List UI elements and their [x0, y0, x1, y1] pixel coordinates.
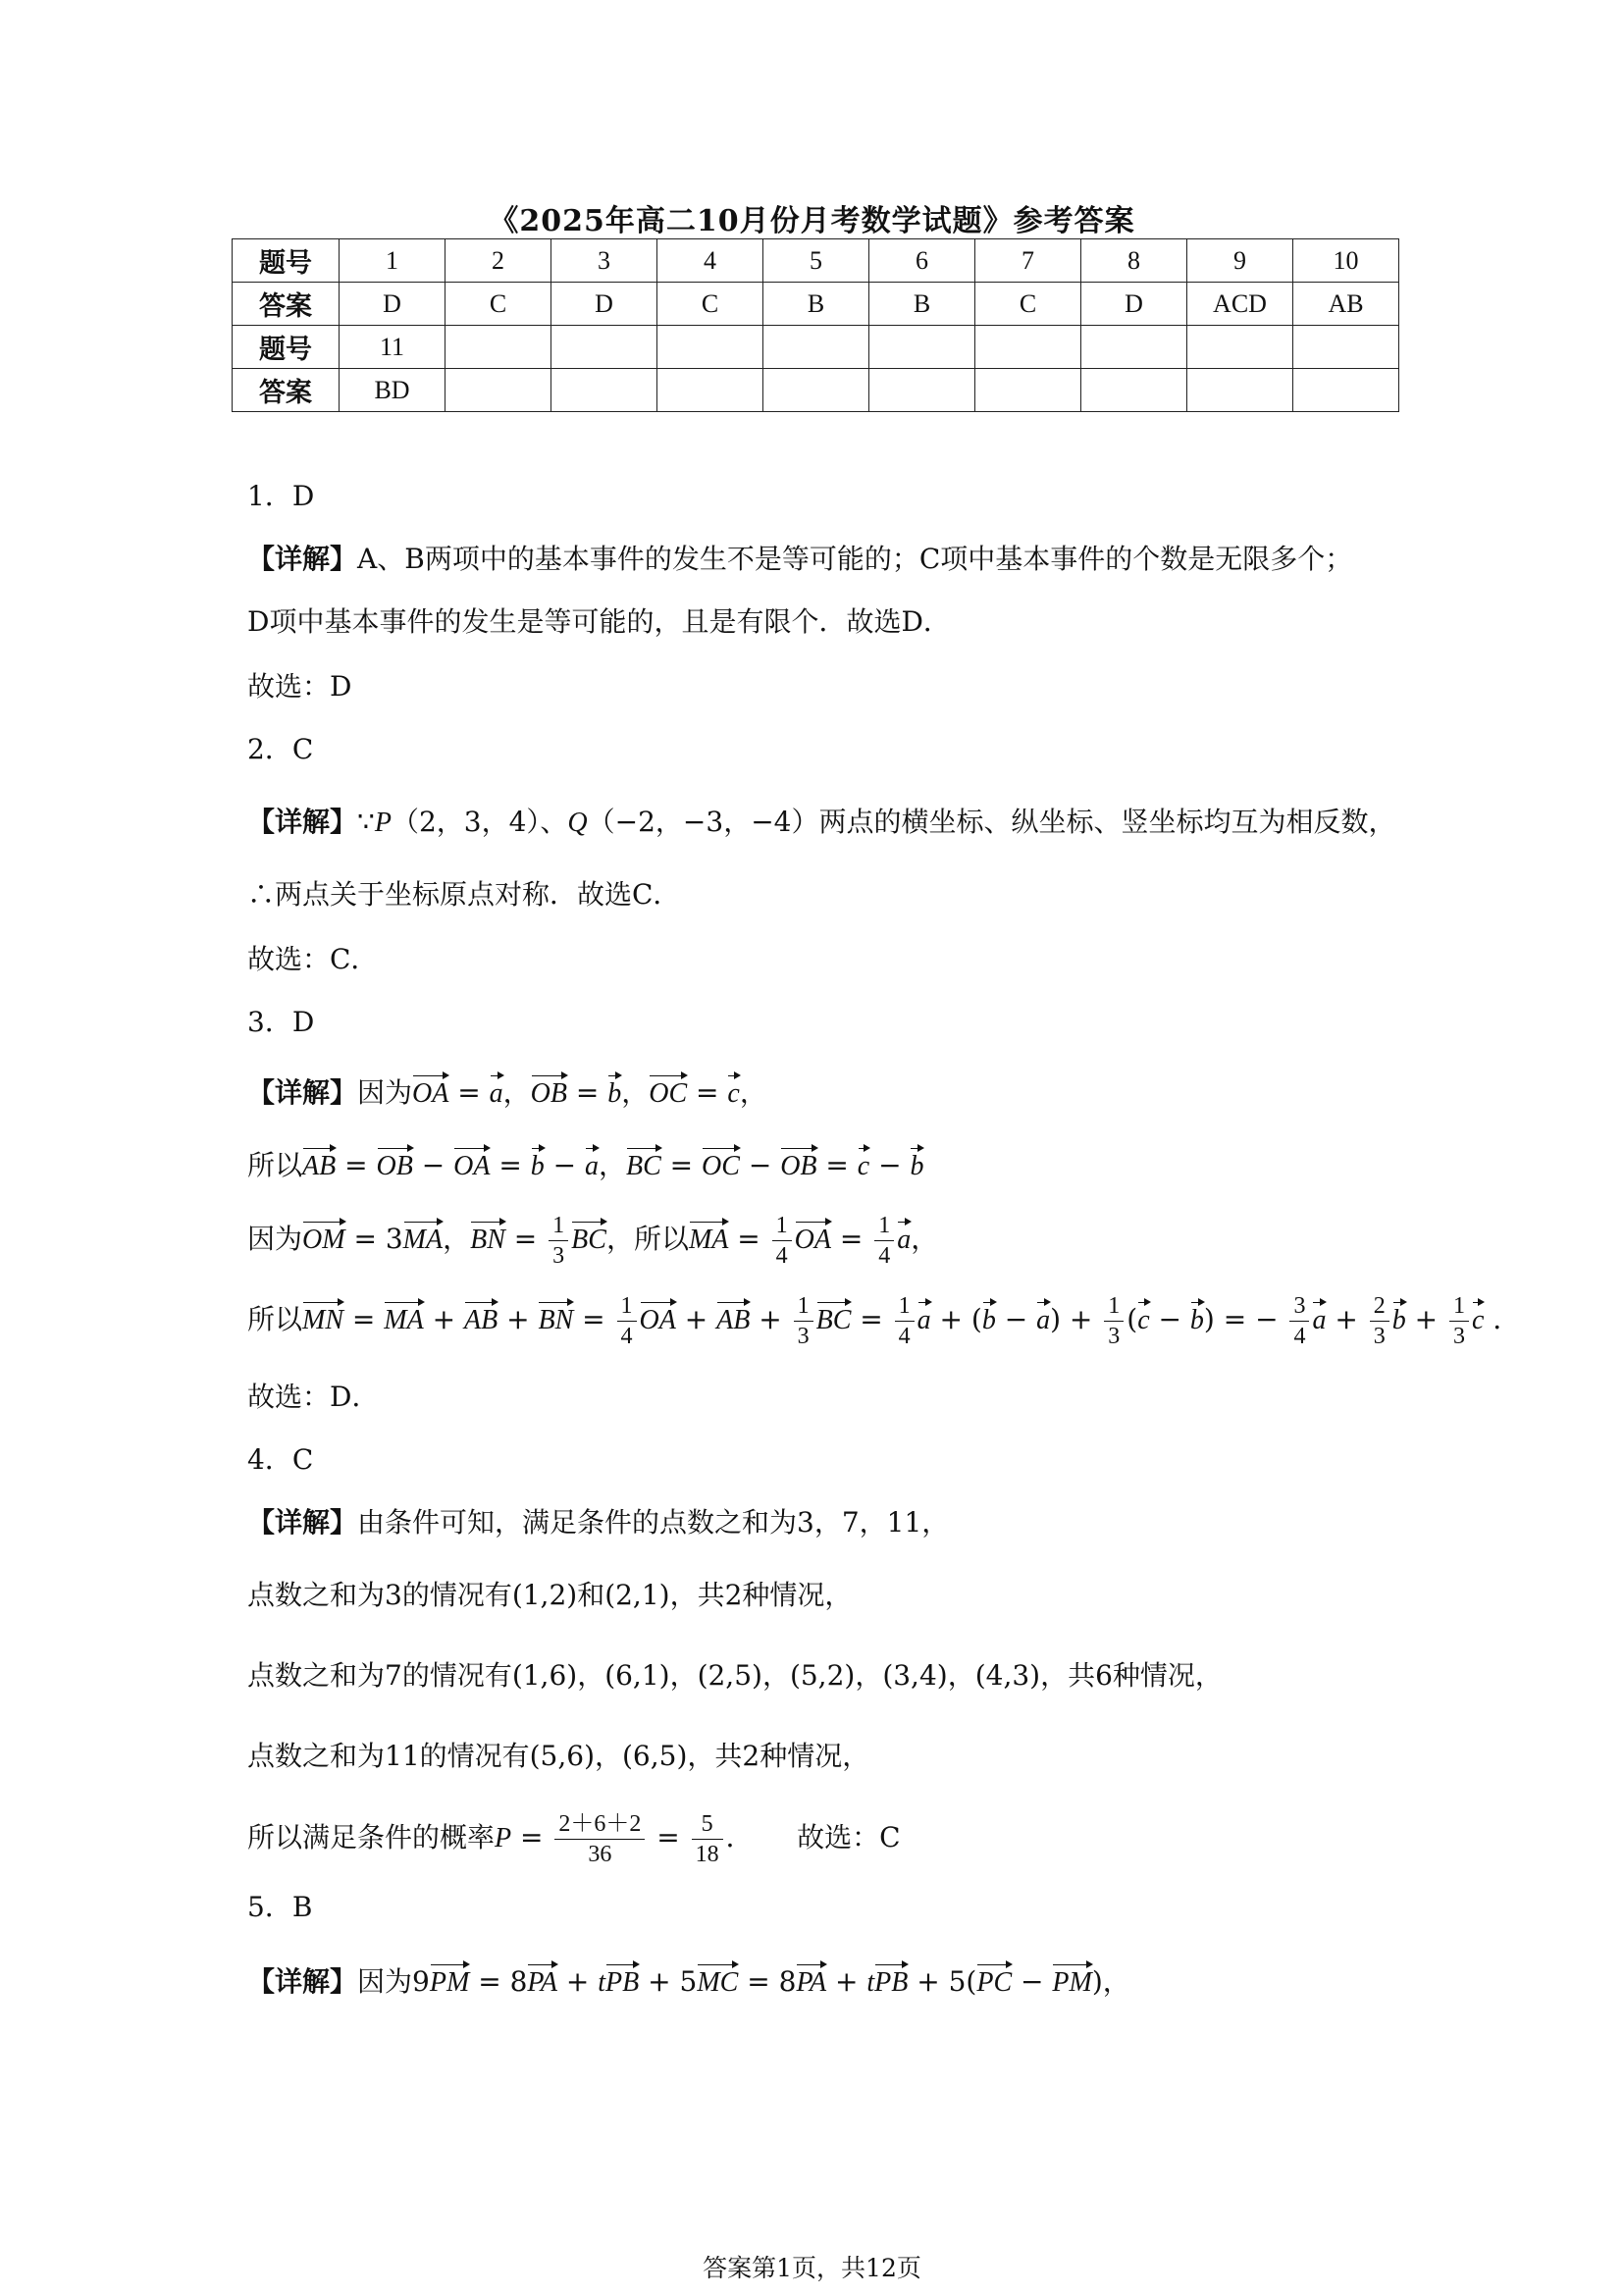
- detail-tag: 【详解】: [247, 1965, 358, 1998]
- vector-ab: AB: [302, 1147, 336, 1186]
- vector-oa: OA: [795, 1221, 831, 1260]
- vector-ob: OB: [377, 1147, 413, 1186]
- vector-c: c: [1472, 1301, 1484, 1340]
- vector-a: a: [897, 1221, 911, 1260]
- detail-tag: 【详解】: [247, 1076, 358, 1109]
- table-cell: [1081, 369, 1187, 412]
- numerator: 2＋6＋2: [554, 1809, 645, 1840]
- table-cell: [763, 326, 869, 369]
- text: 所以满足条件的概率: [247, 1821, 496, 1853]
- table-cell: [1293, 369, 1399, 412]
- page-footer: 答案第1页，共12页: [703, 2254, 921, 2282]
- vector-pm: PM: [430, 1963, 469, 2003]
- vector-oa: OA: [453, 1147, 490, 1186]
- q1-text2: D项中基本事件的发生是等可能的，且是有限个．故选D．: [247, 605, 951, 638]
- denominator: 3: [1373, 1324, 1386, 1349]
- numerator: 1: [772, 1211, 792, 1241]
- q5-line1: 【详解】因为9PM = 8PA + tPB + 5MC = 8PA + tPB + 5(PC − PM)，: [247, 1962, 1130, 2003]
- denominator: 3: [552, 1243, 565, 1269]
- vector-pa: PA: [796, 1963, 826, 2003]
- table-cell: 5: [763, 239, 869, 283]
- q1-text1: A、B两项中的基本事件的发生不是等可能的；C项中基本事件的个数是无限多个；: [357, 543, 1353, 575]
- vector-b: b: [531, 1147, 545, 1186]
- vector-pb: PB: [605, 1963, 639, 2003]
- denominator: 4: [775, 1243, 788, 1269]
- table-cell: C: [445, 283, 551, 326]
- table-cell: 1: [340, 239, 445, 283]
- table-cell: 2: [445, 239, 551, 283]
- table-cell: B: [763, 283, 869, 326]
- fraction: [692, 1809, 723, 1869]
- table-cell: [445, 369, 551, 412]
- numerator: 1: [874, 1211, 894, 1241]
- variable-t: t: [866, 1967, 875, 1998]
- numerator: 2: [1370, 1291, 1389, 1322]
- table-cell: [1187, 369, 1293, 412]
- vector-oc: OC: [649, 1074, 687, 1114]
- table-cell: 6: [869, 239, 975, 283]
- q4-text4: 点数之和为11的情况有(5,6)，(6,5)，共2种情况，: [247, 1740, 870, 1772]
- text: 因为: [357, 1965, 413, 1998]
- vector-pb: PB: [874, 1963, 908, 2003]
- vector-ab: AB: [464, 1301, 498, 1340]
- q3-line3: 因为OM = 3MA，BN = $\frac{1}{3}$ BC，所以MA = $\frac{1}{4}$ OA = $\frac{1}{4}$ a，: [247, 1213, 939, 1269]
- vector-bc: BC: [816, 1301, 852, 1340]
- table-cell: BD: [340, 369, 445, 412]
- vector-mc: MC: [697, 1963, 738, 2003]
- denominator: 4: [878, 1243, 891, 1269]
- numerator: 1: [1104, 1291, 1124, 1322]
- table-cell: ACD: [1187, 283, 1293, 326]
- q5-number: 5．B: [247, 1891, 313, 1923]
- fraction: [874, 1211, 894, 1271]
- vector-oc: OC: [702, 1147, 740, 1186]
- table-header-cell: 题号: [233, 326, 340, 369]
- point-q: Q: [567, 808, 588, 838]
- table-cell: [1293, 326, 1399, 369]
- table-cell: 10: [1293, 239, 1399, 283]
- vector-mn: MN: [302, 1301, 343, 1340]
- table-header-cell: 答案: [233, 369, 340, 412]
- table-cell: [1187, 326, 1293, 369]
- table-cell: 8: [1081, 239, 1187, 283]
- vector-c: c: [1137, 1301, 1149, 1340]
- q3-conclusion: 故选：D．: [247, 1381, 380, 1413]
- denominator: 3: [797, 1324, 810, 1349]
- table-cell: [869, 369, 975, 412]
- table-cell: [551, 369, 657, 412]
- numerator: 1: [1449, 1291, 1469, 1322]
- vector-om: OM: [302, 1221, 345, 1260]
- detail-tag: 【详解】: [247, 1506, 358, 1539]
- vector-bc: BC: [571, 1221, 606, 1260]
- table-cell: [657, 369, 763, 412]
- vector-pa: PA: [527, 1963, 557, 2003]
- fraction: [617, 1291, 637, 1351]
- fraction: [772, 1211, 792, 1271]
- prob-p: P: [495, 1823, 512, 1853]
- q3-number: 3．D: [247, 1006, 315, 1038]
- denominator: 4: [620, 1324, 633, 1349]
- vector-oa: OA: [640, 1301, 676, 1340]
- table-cell: C: [657, 283, 763, 326]
- vector-pc: PC: [976, 1963, 1012, 2003]
- vector-a: a: [490, 1074, 503, 1114]
- denominator: 18: [695, 1842, 719, 1867]
- number: 5: [948, 1965, 967, 1998]
- q3-line1: 【详解】因为OA = a，OB = b，OC = c，: [247, 1073, 767, 1114]
- q2-number: 2．C: [247, 733, 314, 765]
- vector-ma: MA: [403, 1221, 443, 1260]
- vector-a: a: [1036, 1301, 1050, 1340]
- q-coords: （−2，−3，−4）两点的横坐标、纵坐标、竖坐标均互为相反数，: [587, 806, 1396, 838]
- table-cell: 7: [975, 239, 1081, 283]
- point-p: P: [374, 808, 392, 838]
- vector-bn: BN: [470, 1221, 505, 1260]
- q4-text3: 点数之和为7的情况有(1,6)，(6,1)，(2,5)，(5,2)，(3,4)，(4,3)，共6种情况，: [247, 1659, 1223, 1692]
- table-cell: B: [869, 283, 975, 326]
- table-cell: [1081, 326, 1187, 369]
- table-cell: [975, 369, 1081, 412]
- q2-line1: [247, 803, 1395, 843]
- fraction: [1370, 1291, 1389, 1351]
- denominator: 36: [588, 1842, 612, 1867]
- denominator: 4: [1293, 1324, 1306, 1349]
- q1-number: 1．D: [247, 480, 315, 512]
- fraction: [1289, 1291, 1309, 1351]
- fraction: [895, 1291, 915, 1351]
- table-row: [233, 283, 1399, 326]
- numerator: 1: [895, 1291, 915, 1322]
- vector-c: c: [858, 1147, 869, 1186]
- q2-text2: ∴两点关于坐标原点对称．故选C．: [247, 878, 681, 911]
- numerator: 5: [692, 1809, 723, 1840]
- table-cell: [657, 326, 763, 369]
- number: 8: [509, 1965, 528, 1998]
- table-row: [233, 326, 1399, 369]
- vector-bc: BC: [626, 1147, 661, 1186]
- number: 3: [385, 1223, 403, 1255]
- table-row: [233, 239, 1399, 283]
- vector-c: c: [727, 1074, 739, 1114]
- fraction: [1104, 1291, 1124, 1351]
- table-cell: [445, 326, 551, 369]
- q4-conclusion: 故选：C: [797, 1821, 901, 1853]
- numerator: 3: [1289, 1291, 1309, 1322]
- table-cell: [869, 326, 975, 369]
- table-cell: D: [551, 283, 657, 326]
- vector-ob: OB: [531, 1074, 567, 1114]
- page-title: 《2025年高二10月份月考数学试题》参考答案: [489, 204, 1135, 238]
- table-cell: D: [340, 283, 445, 326]
- denominator: 3: [1108, 1324, 1121, 1349]
- vector-b: b: [982, 1301, 996, 1340]
- number: 5: [679, 1965, 698, 1998]
- therefore-symbol: ∵: [357, 806, 375, 838]
- vector-oa: OA: [412, 1074, 448, 1114]
- vector-ob: OB: [780, 1147, 816, 1186]
- table-row: [233, 369, 1399, 412]
- detail-tag: 【详解】: [247, 543, 358, 575]
- table-cell: AB: [1293, 283, 1399, 326]
- vector-a: a: [917, 1301, 931, 1340]
- q4-line5: 所以满足条件的概率P = $\frac{2+6+2}{36}$ = $\frac{5}{18}$ ． 故选：C: [247, 1811, 901, 1867]
- numerator: 1: [549, 1211, 568, 1241]
- q3-line4: 所以MN = MA + AB + BN = $\frac{1}{4}$ OA + AB + $\frac{1}{3}$ BC = $\frac{1}{4}$ a + (b − a) + $\frac{1}{3}$ (c − b) = − $\frac{3}{4}$ a + $\frac{2}{3}$ b + $\frac{1}{3}$ c ．: [247, 1293, 1521, 1349]
- variable-t: t: [598, 1967, 606, 1998]
- answer-table: [232, 238, 1399, 412]
- table-cell: [975, 326, 1081, 369]
- vector-b: b: [1190, 1301, 1204, 1340]
- q1-conclusion: 故选：D: [247, 670, 352, 703]
- numerator: 1: [617, 1291, 637, 1322]
- q4-number: 4．C: [247, 1443, 314, 1476]
- table-cell: C: [975, 283, 1081, 326]
- fraction: [554, 1809, 645, 1869]
- fraction: [549, 1211, 568, 1271]
- denominator: 4: [898, 1324, 911, 1349]
- q3-line2: 所以AB = OB − OA = b − a，BC = OC − OB = c − b: [247, 1146, 923, 1186]
- q4-text1: 由条件可知，满足条件的点数之和为3，7，11，: [357, 1506, 950, 1539]
- vector-b: b: [910, 1147, 923, 1186]
- text: 所以: [247, 1303, 303, 1335]
- vector-pm: PM: [1052, 1963, 1091, 2003]
- p-coords: （2，3，4）、: [391, 806, 568, 838]
- vector-a: a: [1312, 1301, 1326, 1340]
- vector-ab: AB: [716, 1301, 750, 1340]
- table-cell: 4: [657, 239, 763, 283]
- table-cell: D: [1081, 283, 1187, 326]
- fraction: [794, 1291, 813, 1351]
- table-cell: [763, 369, 869, 412]
- table-cell: 9: [1187, 239, 1293, 283]
- q4-line1: [247, 1503, 949, 1542]
- vector-a: a: [585, 1147, 599, 1186]
- vector-b: b: [607, 1074, 621, 1114]
- vector-ma: MA: [384, 1301, 423, 1340]
- text: 所以: [247, 1149, 303, 1181]
- table-cell: 11: [340, 326, 445, 369]
- q4-text2: 点数之和为3的情况有(1,2)和(2,1)，共2种情况，: [247, 1579, 853, 1611]
- text: 因为: [357, 1076, 413, 1109]
- table-header-cell: 题号: [233, 239, 340, 283]
- table-cell: 3: [551, 239, 657, 283]
- table-cell: [551, 326, 657, 369]
- fraction: [1449, 1291, 1469, 1351]
- denominator: 3: [1453, 1324, 1465, 1349]
- numerator: 1: [794, 1291, 813, 1322]
- number: 9: [412, 1965, 430, 1998]
- vector-bn: BN: [538, 1301, 573, 1340]
- number: 8: [778, 1965, 797, 1998]
- detail-tag: 【详解】: [247, 806, 358, 838]
- q2-conclusion: 故选：C．: [247, 943, 379, 975]
- vector-ma: MA: [689, 1221, 728, 1260]
- q1-line1: [247, 540, 1352, 579]
- table-header-cell: 答案: [233, 283, 340, 326]
- text: 因为: [247, 1223, 303, 1255]
- vector-b: b: [1392, 1301, 1406, 1340]
- text: 所以: [633, 1223, 689, 1255]
